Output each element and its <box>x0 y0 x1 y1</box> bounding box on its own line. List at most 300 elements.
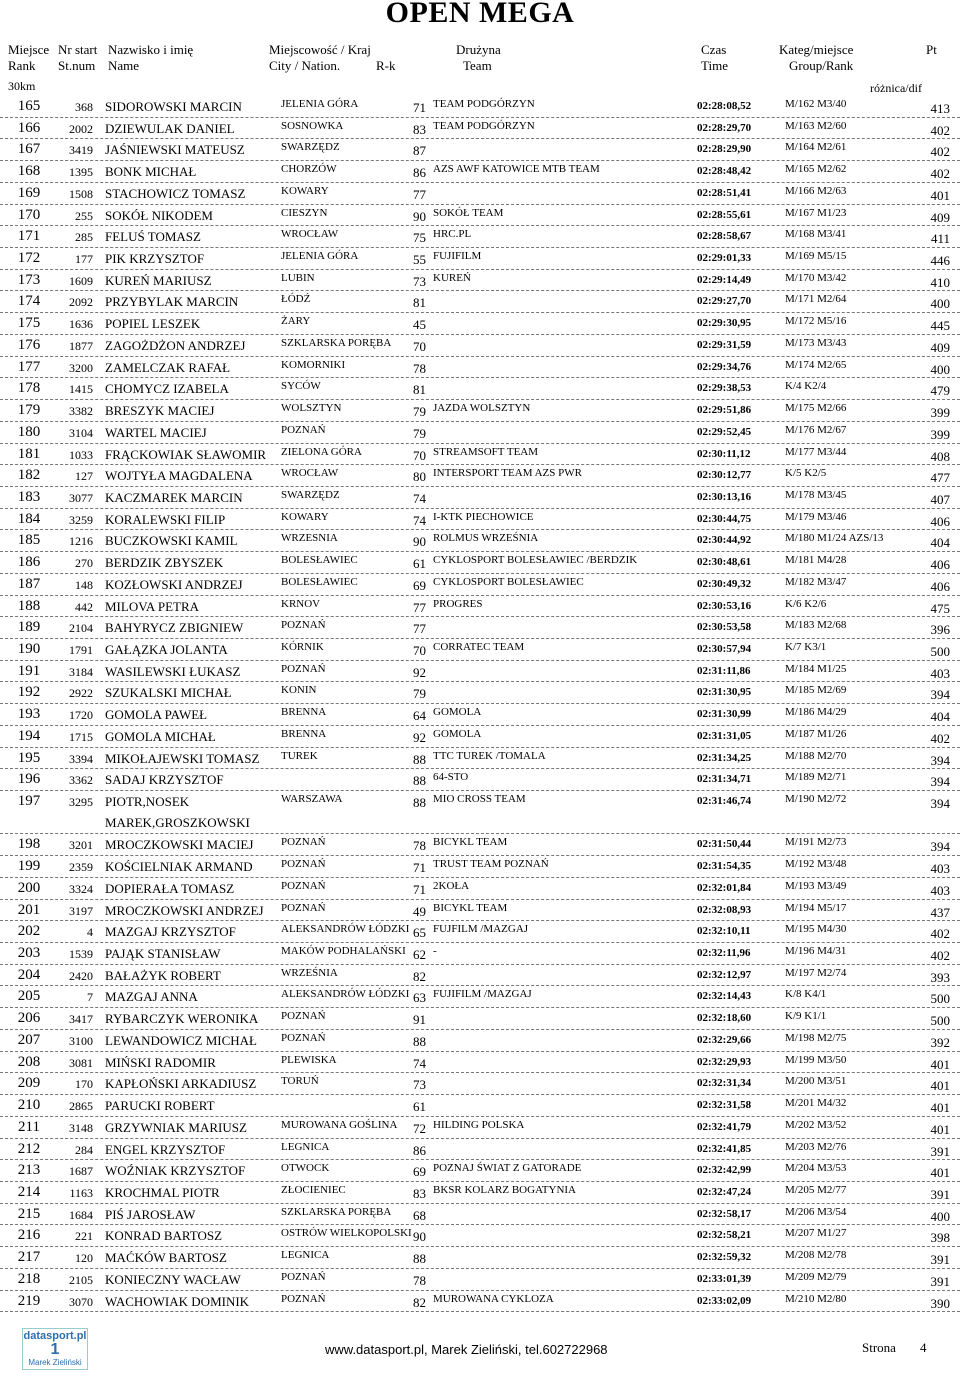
team-cell: TEAM PODGÓRZYN <box>433 98 535 110</box>
header-team-en: Team <box>463 58 492 73</box>
rank-cell: 177 <box>17 358 41 375</box>
rk-cell: 79 <box>413 686 426 702</box>
city-cell: POZNAŃ <box>281 1270 326 1283</box>
rk-cell: 74 <box>413 512 426 528</box>
competitor-name-cell: GRZYWNIAK MARIUSZ <box>105 1119 247 1135</box>
points-cell: 394 <box>930 752 950 768</box>
table-row <box>0 878 960 900</box>
time-cell: 02:29:27,70 <box>697 295 752 308</box>
category-cell: M/200 M3/51 <box>785 1075 847 1088</box>
competitor-name-cell: GOMOLA PAWEŁ <box>105 707 208 723</box>
points-cell: 409 <box>930 209 950 225</box>
category-cell: M/180 M1/24 AZS/13 <box>785 532 884 545</box>
competitor-name-cell: JAŚNIEWSKI MATEUSZ <box>105 142 245 158</box>
start-number-cell: 1636 <box>69 317 93 332</box>
start-number-cell: 3295 <box>69 795 93 809</box>
start-number-cell: 3201 <box>69 838 93 853</box>
rank-cell: 187 <box>17 575 41 592</box>
rk-cell: 80 <box>413 469 426 485</box>
time-cell: 02:32:58,17 <box>697 1207 752 1220</box>
competitor-name-cell: MROCZKOWSKI ANDRZEJ <box>105 902 264 918</box>
rank-cell: 173 <box>17 271 41 288</box>
city-cell: LUBIN <box>281 271 315 284</box>
time-cell: 02:28:29,90 <box>697 143 752 156</box>
category-cell: K/9 K1/1 <box>785 1010 827 1023</box>
team-cell: CORRATEC TEAM <box>433 640 525 653</box>
table-row <box>0 1204 960 1226</box>
competitor-name-cell: PAJĄK STANISŁAW <box>105 946 221 962</box>
rank-cell: 189 <box>17 619 41 636</box>
city-cell: POZNAŃ <box>281 836 326 849</box>
rank-cell: 197 <box>17 793 41 809</box>
city-cell: ŁÓDŹ <box>281 293 311 306</box>
category-cell: M/209 M2/79 <box>785 1270 847 1283</box>
time-cell: 02:33:01,39 <box>697 1272 752 1285</box>
points-cell: 399 <box>930 426 950 442</box>
time-cell: 02:31:30,99 <box>697 708 752 721</box>
city-cell: MUROWANA GOŚLINA <box>281 1118 398 1131</box>
rk-cell: 72 <box>413 1120 426 1136</box>
table-row <box>0 791 960 834</box>
rank-cell: 190 <box>17 640 41 657</box>
category-cell: M/169 M5/15 <box>785 250 847 263</box>
city-cell: ZŁOCIENIEC <box>281 1183 346 1196</box>
table-row <box>0 183 960 205</box>
start-number-cell: 3362 <box>69 773 93 788</box>
points-cell: 391 <box>930 1143 950 1159</box>
city-cell: CIESZYN <box>281 206 328 219</box>
competitor-name-cell: SIDOROWSKI MARCIN <box>105 99 242 114</box>
city-cell: WRZESNIA <box>281 532 338 545</box>
start-number-cell: 3077 <box>69 490 93 505</box>
header-rank-en: Rank <box>8 58 36 73</box>
city-cell: LEGNICA <box>281 1249 330 1262</box>
table-row <box>0 487 960 509</box>
header-rk: R-k <box>376 58 396 73</box>
rk-cell: 74 <box>413 490 426 506</box>
table-row <box>0 1247 960 1269</box>
header-team-pl: Drużyna <box>456 42 501 57</box>
rk-cell: 55 <box>413 252 426 268</box>
start-number-cell: 285 <box>75 230 93 245</box>
rank-cell: 196 <box>17 771 41 788</box>
city-cell: LEGNICA <box>281 1140 330 1153</box>
datasport-logo <box>22 1328 88 1370</box>
competitor-name-cell: STACHOWICZ TOMASZ <box>105 185 246 201</box>
category-cell: M/164 M2/61 <box>785 141 847 154</box>
category-cell: M/202 M3/52 <box>785 1118 847 1131</box>
category-cell: M/172 M5/16 <box>785 315 847 328</box>
start-number-cell: 442 <box>75 599 93 614</box>
table-row <box>0 726 960 748</box>
rk-cell: 69 <box>413 1164 426 1180</box>
category-cell: M/162 M3/40 <box>785 98 847 110</box>
team-cell: HILDING POLSKA <box>433 1118 525 1131</box>
city-cell: ALEKSANDRÓW ŁÓDZKI <box>281 923 410 936</box>
table-row <box>0 748 960 770</box>
city-cell: BOLESŁAWIEC <box>281 575 358 588</box>
points-cell: 406 <box>930 513 950 529</box>
time-cell: 02:32:14,43 <box>697 990 752 1003</box>
category-cell: M/176 M2/67 <box>785 423 847 436</box>
city-cell: POZNAŃ <box>281 901 326 914</box>
logo-author: Marek Zieliński <box>28 1358 82 1367</box>
points-cell: 390 <box>930 1295 950 1311</box>
category-cell: M/193 M3/49 <box>785 879 847 892</box>
start-number-cell: 2865 <box>69 1099 93 1114</box>
table-row <box>0 335 960 357</box>
city-cell: TORUŃ <box>281 1075 319 1088</box>
time-cell: 02:32:47,24 <box>697 1185 752 1198</box>
rk-cell: 71 <box>413 860 426 876</box>
team-cell: - <box>433 945 437 958</box>
competitor-name-cell: PIOTR,NOSEK <box>105 794 190 809</box>
table-row <box>0 1052 960 1074</box>
time-cell: 02:29:31,59 <box>697 338 752 351</box>
time-cell: 02:29:34,76 <box>697 360 752 373</box>
city-cell: ŻARY <box>281 315 311 328</box>
points-cell: 410 <box>930 274 950 290</box>
header-category-en: Group/Rank <box>789 58 854 73</box>
table-row <box>0 704 960 726</box>
category-cell: M/197 M2/74 <box>785 966 847 979</box>
category-cell: M/182 M3/47 <box>785 575 847 588</box>
start-number-cell: 1877 <box>69 338 93 353</box>
rank-cell: 204 <box>17 966 41 983</box>
rk-cell: 90 <box>413 1229 426 1245</box>
competitor-name-cell: KONIECZNY WACŁAW <box>105 1271 241 1287</box>
header-time-en: Time <box>701 58 728 73</box>
time-cell: 02:28:29,70 <box>697 121 752 134</box>
team-cell: TEAM PODGÓRZYN <box>433 119 535 132</box>
rk-cell: 75 <box>413 230 426 246</box>
rk-cell: 86 <box>413 1142 426 1158</box>
time-cell: 02:31:11,86 <box>697 664 751 677</box>
table-row <box>0 313 960 335</box>
page-footer <box>0 1322 960 1373</box>
city-cell: POZNAŃ <box>281 662 326 675</box>
rank-cell: 208 <box>17 1053 41 1070</box>
rk-cell: 68 <box>413 1207 426 1223</box>
start-number-cell: 1395 <box>69 165 93 180</box>
time-cell: 02:32:29,93 <box>697 1055 752 1068</box>
team-cell: TTC TUREK /TOMALA <box>433 749 546 762</box>
competitor-name-cell: BAŁAŻYK ROBERT <box>105 967 221 983</box>
team-cell: PROGRES <box>433 597 483 610</box>
rk-cell: 77 <box>413 621 426 637</box>
points-cell: 401 <box>930 1165 950 1181</box>
time-cell: 02:32:01,84 <box>697 881 752 894</box>
rk-cell: 49 <box>413 903 426 919</box>
start-number-cell: 4 <box>87 925 93 940</box>
competitor-name-cell: MIŃSKI RADOMIR <box>105 1054 216 1070</box>
city-cell: KÓRNIK <box>281 640 324 653</box>
time-cell: 02:29:52,45 <box>697 425 752 438</box>
rank-cell: 217 <box>17 1249 41 1266</box>
rk-cell: 82 <box>413 968 426 984</box>
points-cell: 402 <box>930 166 950 182</box>
category-cell: M/183 M2/68 <box>785 619 847 632</box>
start-number-cell: 2922 <box>69 686 93 701</box>
start-number-cell: 1415 <box>69 382 93 397</box>
start-number-cell: 3259 <box>69 512 93 527</box>
competitor-name-cell: SOKÓŁ NIKODEM <box>105 207 213 223</box>
header-start-pl: Nr start <box>58 42 98 57</box>
category-cell: M/188 M2/70 <box>785 749 847 762</box>
team-cell: MUROWANA CYKLOZA <box>433 1292 554 1305</box>
rank-cell: 213 <box>17 1162 41 1179</box>
start-number-cell: 3148 <box>69 1120 93 1135</box>
time-cell: 02:30:53,58 <box>697 621 752 634</box>
team-cell: KUREŃ <box>433 271 471 284</box>
city-cell: POZNAŃ <box>281 879 326 892</box>
city-cell: POZNAŃ <box>281 619 326 632</box>
points-cell: 402 <box>930 948 950 964</box>
table-row <box>0 1030 960 1052</box>
rank-cell: 194 <box>17 727 41 744</box>
competitor-name-cell: GAŁĄZKA JOLANTA <box>105 641 228 657</box>
table-row <box>0 270 960 292</box>
category-cell: M/168 M3/41 <box>785 228 847 241</box>
team-cell: BICYKL TEAM <box>433 901 508 914</box>
competitor-name-cell: MILOVA PETRA <box>105 598 200 614</box>
category-cell: M/185 M2/69 <box>785 684 847 697</box>
header-category-pl: Kateg/miejsce <box>779 42 854 57</box>
rank-cell: 179 <box>17 402 41 419</box>
table-row <box>0 552 960 574</box>
rk-cell: 74 <box>413 1055 426 1071</box>
city-cell: OSTRÓW WIELKOPOLSKI <box>281 1227 412 1240</box>
category-cell: M/195 M4/30 <box>785 923 847 936</box>
category-cell: M/207 M1/27 <box>785 1227 847 1240</box>
points-cell: 411 <box>930 231 950 247</box>
city-cell: WRZEŚNIA <box>281 966 338 979</box>
header-points: Pt <box>926 42 937 57</box>
time-cell: 02:32:59,32 <box>697 1251 752 1264</box>
city-cell: SZKLARSKA PORĘBA <box>281 1205 392 1218</box>
team-cell: HRC.PL <box>433 228 472 241</box>
start-number-cell: 3382 <box>69 404 93 419</box>
city-cell: SYCÓW <box>281 380 321 393</box>
category-cell: M/204 M3/53 <box>785 1162 847 1175</box>
competitor-name-cell: MAĆKÓW BARTOSZ <box>105 1250 227 1266</box>
time-cell: 02:29:14,49 <box>697 273 752 286</box>
rank-cell: 192 <box>17 684 41 701</box>
start-number-cell: 1715 <box>69 729 93 744</box>
category-cell: M/187 M1/26 <box>785 727 847 740</box>
points-cell: 401 <box>930 1078 950 1094</box>
category-cell: M/194 M5/17 <box>785 901 847 914</box>
rk-cell: 92 <box>413 664 426 680</box>
competitor-name-cell: WACHOWIAK DOMINIK <box>105 1293 250 1309</box>
competitor-name-cell: KORALEWSKI FILIP <box>105 511 226 527</box>
time-cell: 02:31:34,25 <box>697 751 752 764</box>
table-row <box>0 530 960 552</box>
category-cell: M/177 M3/44 <box>785 445 847 458</box>
points-cell: 404 <box>930 709 950 725</box>
table-row <box>0 96 960 118</box>
logo-number: 1 <box>50 1341 60 1358</box>
start-number-cell: 3417 <box>69 1012 93 1027</box>
city-cell: POZNAŃ <box>281 1031 326 1044</box>
start-number-cell: 1609 <box>69 273 93 288</box>
time-cell: 02:32:11,96 <box>697 947 751 960</box>
city-cell: KOWARY <box>281 510 329 523</box>
points-cell: 500 <box>930 1013 950 1029</box>
city-cell: WROCŁAW <box>281 467 339 480</box>
rank-cell: 168 <box>17 163 41 180</box>
start-number-cell: 3104 <box>69 425 93 440</box>
table-row <box>0 1225 960 1247</box>
start-number-cell: 2092 <box>69 295 93 310</box>
category-cell: M/175 M2/66 <box>785 402 847 415</box>
points-cell: 402 <box>930 144 950 160</box>
points-cell: 477 <box>930 470 950 486</box>
rk-cell: 70 <box>413 642 426 658</box>
time-cell: 02:32:31,34 <box>697 1077 752 1090</box>
rk-cell: 65 <box>413 925 426 941</box>
start-number-cell: 2359 <box>69 860 93 875</box>
competitor-name-cell: MIKOŁAJEWSKI TOMASZ <box>105 750 260 766</box>
points-cell: 394 <box>930 796 950 811</box>
rk-cell: 70 <box>413 338 426 354</box>
city-cell: KRNOV <box>281 597 321 610</box>
start-number-cell: 3200 <box>69 360 93 375</box>
start-number-cell: 7 <box>87 990 93 1005</box>
rank-cell: 218 <box>17 1270 41 1287</box>
start-number-cell: 3081 <box>69 1055 93 1070</box>
rank-cell: 215 <box>17 1205 41 1222</box>
table-row <box>0 378 960 400</box>
rank-cell: 214 <box>17 1183 41 1200</box>
rk-cell: 70 <box>413 447 426 463</box>
points-cell: 413 <box>930 101 950 116</box>
category-cell: M/203 M2/76 <box>785 1140 847 1153</box>
city-cell: MAKÓW PODHALAŃSKI <box>281 945 406 958</box>
table-row <box>0 574 960 596</box>
rank-cell: 181 <box>17 445 41 462</box>
time-cell: 02:30:53,16 <box>697 599 752 612</box>
rank-cell: 206 <box>17 1010 41 1027</box>
header-name-en: Name <box>108 58 140 73</box>
start-number-cell: 2104 <box>69 621 93 636</box>
table-row <box>0 965 960 987</box>
competitor-name-cell: PIK KRZYSZTOF <box>105 251 205 267</box>
points-cell: 401 <box>930 187 950 203</box>
competitor-name-cell: WASILEWSKI ŁUKASZ <box>105 663 241 679</box>
category-cell: M/174 M2/65 <box>785 358 847 371</box>
rank-cell: 167 <box>17 141 41 158</box>
rk-cell: 88 <box>413 795 426 810</box>
table-row <box>0 682 960 704</box>
competitor-name-cell-continued: MAREK,GROSZKOWSKI <box>105 815 250 830</box>
points-cell: 396 <box>930 622 950 638</box>
competitor-name-cell: KACZMAREK MARCIN <box>105 489 243 505</box>
category-cell: M/192 M3/48 <box>785 858 847 871</box>
team-cell: POZNAJ ŚWIAT Z GATORADE <box>433 1162 582 1175</box>
table-row <box>0 617 960 639</box>
time-cell: 02:31:46,74 <box>697 795 752 807</box>
start-number-cell: 1539 <box>69 947 93 962</box>
category-cell: M/199 M3/50 <box>785 1053 847 1066</box>
time-cell: 02:32:12,97 <box>697 968 752 981</box>
rk-cell: 83 <box>413 1185 426 1201</box>
header-difference: różnica/dif <box>870 81 922 95</box>
points-cell: 400 <box>930 361 950 377</box>
category-cell: M/178 M3/45 <box>785 488 847 501</box>
rank-cell: 183 <box>17 488 41 505</box>
time-cell: 02:30:48,61 <box>697 556 752 569</box>
city-cell: KOWARY <box>281 184 329 197</box>
points-cell: 406 <box>930 557 950 573</box>
points-cell: 391 <box>930 1273 950 1289</box>
rk-cell: 90 <box>413 208 426 224</box>
rank-cell: 205 <box>17 988 41 1005</box>
page-title: OPEN MEGA <box>385 0 575 29</box>
city-cell: JELENIA GÓRA <box>281 250 359 263</box>
city-cell: SWARZĘDZ <box>281 488 340 501</box>
table-row <box>0 139 960 161</box>
table-row <box>0 900 960 922</box>
rk-cell: 88 <box>413 1033 426 1049</box>
header-start-en: St.num <box>58 58 96 73</box>
start-number-cell: 3197 <box>69 903 93 918</box>
rk-cell: 82 <box>413 1294 426 1310</box>
time-cell: 02:31:50,44 <box>697 838 752 851</box>
category-cell: M/166 M2/63 <box>785 184 847 197</box>
category-cell: K/7 K3/1 <box>785 640 827 653</box>
category-cell: K/4 K2/4 <box>785 380 827 393</box>
team-cell: STREAMSOFT TEAM <box>433 445 539 458</box>
table-row <box>0 226 960 248</box>
table-row <box>0 639 960 661</box>
category-cell: M/184 M1/25 <box>785 662 847 675</box>
table-row <box>0 422 960 444</box>
time-cell: 02:31:54,35 <box>697 860 752 873</box>
competitor-name-cell: KAPŁOŃSKI ARKADIUSZ <box>105 1076 257 1092</box>
table-row <box>0 921 960 943</box>
table-row <box>0 161 960 183</box>
city-cell: POZNAŃ <box>281 1292 326 1305</box>
points-cell: 393 <box>930 969 950 985</box>
header-distance: 30km <box>8 79 36 93</box>
team-cell: I-KTK PIECHOWICE <box>433 510 534 523</box>
table-row <box>0 444 960 466</box>
competitor-name-cell: MROCZKOWSKI MACIEJ <box>105 837 254 853</box>
category-cell: K/5 K2/5 <box>785 467 827 480</box>
points-cell: 408 <box>930 448 950 464</box>
rk-cell: 73 <box>413 1077 426 1093</box>
start-number-cell: 1791 <box>69 642 93 657</box>
points-cell: 400 <box>930 296 950 312</box>
time-cell: 02:28:55,61 <box>697 208 752 221</box>
team-cell: BICYKL TEAM <box>433 836 508 849</box>
points-cell: 391 <box>930 1186 950 1202</box>
points-cell: 437 <box>930 904 950 920</box>
table-row <box>0 1117 960 1139</box>
team-cell: 64-STO <box>433 771 469 784</box>
time-cell: 02:32:41,79 <box>697 1120 752 1133</box>
category-cell: M/210 M2/80 <box>785 1292 847 1305</box>
rank-cell: 207 <box>17 1031 41 1048</box>
team-cell: AZS AWF KATOWICE MTB TEAM <box>433 163 600 176</box>
city-cell: POZNAŃ <box>281 1010 326 1023</box>
start-number-cell: 148 <box>75 577 93 592</box>
start-number-cell: 255 <box>75 208 93 223</box>
city-cell: PLEWISKA <box>281 1053 337 1066</box>
competitor-name-cell: ENGEL KRZYSZTOF <box>105 1141 226 1157</box>
category-cell: M/189 M2/71 <box>785 771 847 784</box>
